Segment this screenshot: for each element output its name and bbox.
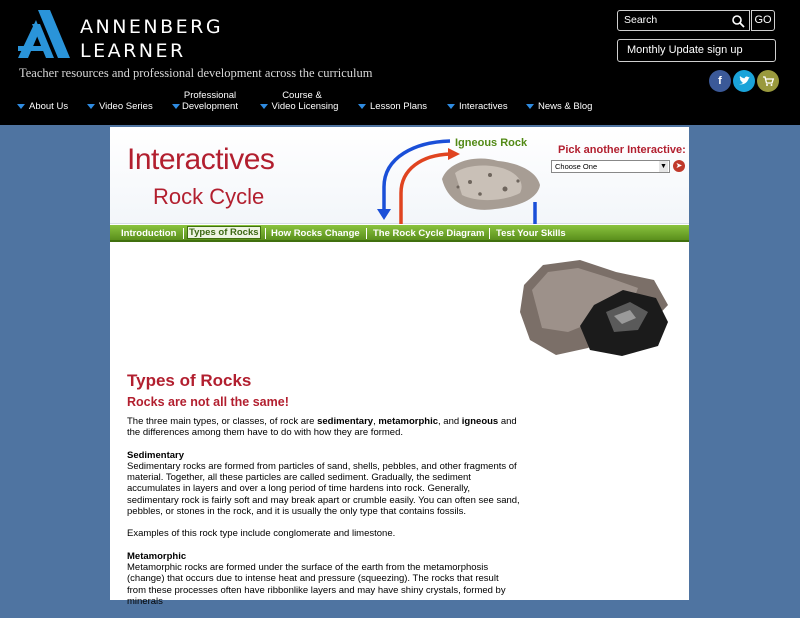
tab-separator xyxy=(265,228,266,239)
facebook-icon[interactable]: f xyxy=(709,70,731,92)
nav-label: Video Series xyxy=(99,101,153,112)
nav-interactives[interactable] xyxy=(447,101,508,112)
search-placeholder: Search xyxy=(624,14,658,26)
nav-label: Interactives xyxy=(459,101,508,112)
metamorphic-title: Metamorphic xyxy=(127,550,187,562)
nav-label-line1: Professional xyxy=(183,90,237,101)
page-heading: Types of Rocks xyxy=(127,371,252,390)
igneous-rock-image xyxy=(442,158,540,209)
content-panel xyxy=(110,127,689,607)
interactive-select[interactable] xyxy=(551,160,670,173)
intro-text: , xyxy=(373,416,379,427)
go-arrow-button[interactable]: ➤ xyxy=(673,160,685,172)
sedimentary-title: Sedimentary xyxy=(127,449,185,461)
tab-bar xyxy=(110,225,689,242)
tab-introduction[interactable]: Introduction xyxy=(121,228,177,239)
rock-samples-image xyxy=(518,260,678,360)
nav-label: About Us xyxy=(29,101,69,112)
tab-how-rocks-change[interactable]: How Rocks Change xyxy=(271,228,360,239)
tagline: Teacher resources and professional development across the curriculum xyxy=(19,66,373,80)
annenberg-logo-icon[interactable] xyxy=(18,10,70,58)
sedimentary-text: Sedimentary rocks are formed from particles of sand, shells, pebbles, and other fragments of material. Together, all these particles are called sediment. Gradually, the sediment accumulates in layers and over a long period of time hardens into rock. Generally, sedimentary rock is fairly soft and may break apart or crumble easily. You can often see sand, pebbles, or stones in the rock, and it is usually the only type that contains fossils. xyxy=(127,460,520,518)
nav-label-line2: Video Licensing xyxy=(271,101,339,112)
intro-text: and the differences among them have to do with how they are formed. xyxy=(127,416,517,439)
intro-text: The three main types, or classes, of rock are xyxy=(127,416,318,427)
search-go-button[interactable]: GO xyxy=(751,10,775,31)
monthly-update-signup-button[interactable]: Monthly Update sign up xyxy=(617,39,776,62)
igneous-rock-label: Igneous Rock xyxy=(455,137,528,149)
term-metamorphic: metamorphic xyxy=(378,416,439,427)
nav-about-us[interactable] xyxy=(17,101,68,112)
tab-rock-cycle-diagram[interactable]: The Rock Cycle Diagram xyxy=(373,228,485,239)
nav-professional-development[interactable] xyxy=(172,90,248,112)
nav-label: Lesson Plans xyxy=(370,101,428,112)
term-sedimentary: sedimentary xyxy=(317,416,374,427)
page-subheading: Rocks are not all the same! xyxy=(127,395,289,409)
banner-subtitle: Rock Cycle xyxy=(153,184,265,209)
metamorphic-text: Metamorphic rocks are formed under the surface of the earth from the metamorphosis (change) that occurs due to intense heat and pressure (squeezing). The rocks that result from these processes often have ribbonlike layers and may have shiny crystals, formed by minerals xyxy=(127,561,506,607)
pick-interactive-label: Pick another Interactive: xyxy=(558,144,686,156)
chevron-down-icon: ▼ xyxy=(660,163,667,170)
metamorphic-section xyxy=(127,551,520,607)
intro-paragraph xyxy=(127,416,520,439)
tab-separator xyxy=(183,228,184,239)
search-input[interactable] xyxy=(617,10,750,31)
cart-icon[interactable] xyxy=(757,70,779,92)
tab-test-your-skills[interactable]: Test Your Skills xyxy=(496,228,566,239)
sedimentary-examples: Examples of this rock type include conglomerate and limestone. xyxy=(127,528,396,540)
article-body xyxy=(127,416,520,618)
banner-title: Interactives xyxy=(127,143,275,176)
twitter-icon[interactable] xyxy=(733,70,755,92)
sedimentary-section xyxy=(127,450,520,518)
interactive-banner xyxy=(110,127,689,224)
nav-video-series[interactable] xyxy=(87,101,153,112)
nav-label-line1: Course & xyxy=(282,90,322,101)
interactive-select-value: Choose One xyxy=(555,162,598,171)
logo-text-line1[interactable]: ANNENBERG xyxy=(80,16,224,38)
search-icon xyxy=(731,14,745,28)
nav-lesson-plans[interactable] xyxy=(358,101,427,112)
term-igneous: igneous xyxy=(461,416,499,427)
intro-text: , and xyxy=(438,416,462,427)
tab-separator xyxy=(489,228,490,239)
tab-separator xyxy=(366,228,367,239)
nav-news-blog[interactable] xyxy=(526,101,592,112)
nav-label: News & Blog xyxy=(538,101,593,112)
site-header xyxy=(0,0,800,125)
nav-course-video-licensing[interactable] xyxy=(260,90,340,112)
tab-types-of-rocks[interactable]: Types of Rocks xyxy=(189,227,259,238)
logo-text-line2[interactable]: LEARNER xyxy=(80,40,186,62)
nav-label-line2: Development xyxy=(182,101,238,112)
